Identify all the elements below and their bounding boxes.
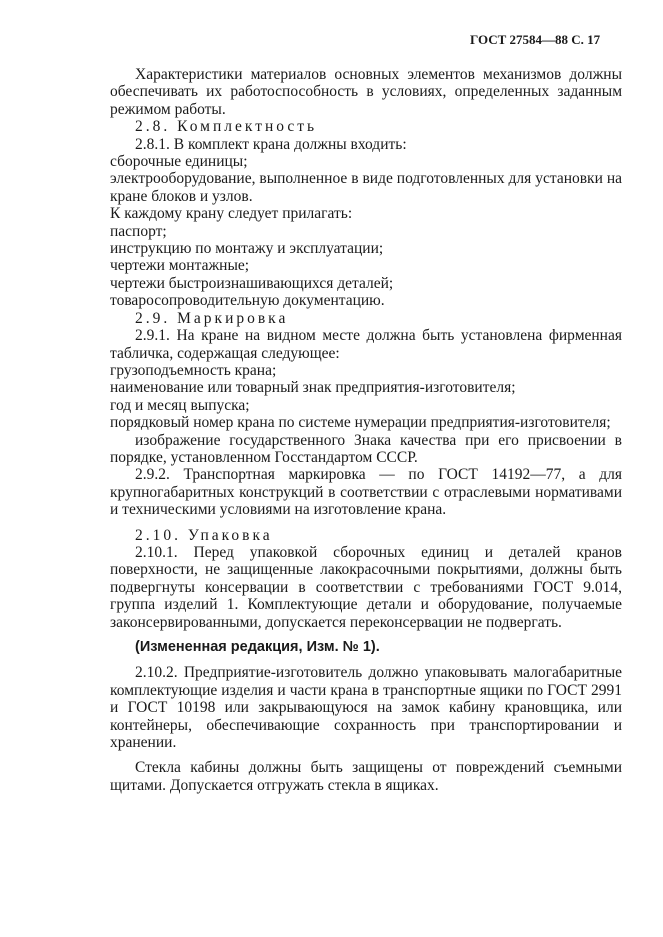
list-item: год и месяц выпуска;	[110, 396, 250, 414]
paragraph-2-9-1: 2.9.1. На кране на видном месте должна быть установлена фирменная табличка, содержащая следующее:	[110, 327, 622, 362]
list-item: изображение государственного Знака качества при его присвоении в порядке, установленном Госстандартом СССР.	[110, 431, 622, 466]
amendment-note: (Измененная редакция, Изм. № 1).	[135, 639, 380, 655]
paragraph-materials: Характеристики материалов основных элементов механизмов должны обеспечивать их работоспособность в условиях, определенных заданным режимом работы.	[110, 66, 622, 118]
list-item: порядковый номер крана по системе нумерации предприятия-изготовителя;	[110, 414, 611, 432]
paragraph-2-9-2: 2.9.2. Транспортная маркировка — по ГОСТ 14192—77, а для крупногабаритных конструкций в соответствии с отраслевыми нормативами и техническими условиями на изготовление крана.	[110, 466, 622, 519]
list-item: сборочные единицы;	[110, 153, 248, 171]
list-item: электрооборудование, выполненное в виде подготовленных для установки на кране блоков и узлов.	[110, 170, 622, 205]
section-heading-packing: 2.10. Упаковка	[135, 526, 273, 544]
paragraph-2-8-1: 2.8.1. В комплект крана должны входить:	[135, 135, 407, 153]
paragraph-2-10-2: 2.10.2. Предприятие-изготовитель должно упаковывать малогабаритные комплектующие изделия и части крана в транспортные ящики по ГОСТ 2991 и ГОСТ 10198 или закрывающуюся на замок кабину крановщика, или контейнеры, обеспечивающие сохранность при транспортировании и хранении.	[110, 664, 622, 752]
page-header: ГОСТ 27584—88 С. 17	[470, 32, 601, 47]
paragraph-2-10-1: 2.10.1. Перед упаковкой сборочных единиц и деталей кранов поверхности, не защищенные лакокрасочными покрытиями, должны быть подвергнуты консервации в соответствии с требованиями ГОСТ 9.014, группа изделий 1. Комплектующие детали и оборудование, получаемые законсервированными, допускается переконсервации не подвергать.	[110, 543, 622, 631]
list-item: инструкцию по монтажу и эксплуатации;	[110, 240, 384, 258]
list-item: грузоподъемность крана;	[110, 361, 277, 379]
list-item: чертежи монтажные;	[110, 257, 250, 275]
list-item: паспорт;	[110, 222, 167, 240]
document-body	[110, 66, 622, 794]
list-item: товаросопроводительную документацию.	[110, 292, 385, 310]
list-item: наименование или товарный знак предприятия-изготовителя;	[110, 379, 516, 397]
paragraph-glass: Стекла кабины должны быть защищены от повреждений съемными щитами. Допускается отгружать стекла в ящиках.	[110, 759, 622, 794]
paragraph-attach: К каждому крану следует прилагать:	[110, 205, 353, 223]
section-heading-completeness: 2.8. Комплектность	[135, 118, 318, 136]
list-item: чертежи быстроизнашивающихся деталей;	[110, 274, 394, 292]
section-heading-marking: 2.9. Маркировка	[135, 309, 289, 327]
